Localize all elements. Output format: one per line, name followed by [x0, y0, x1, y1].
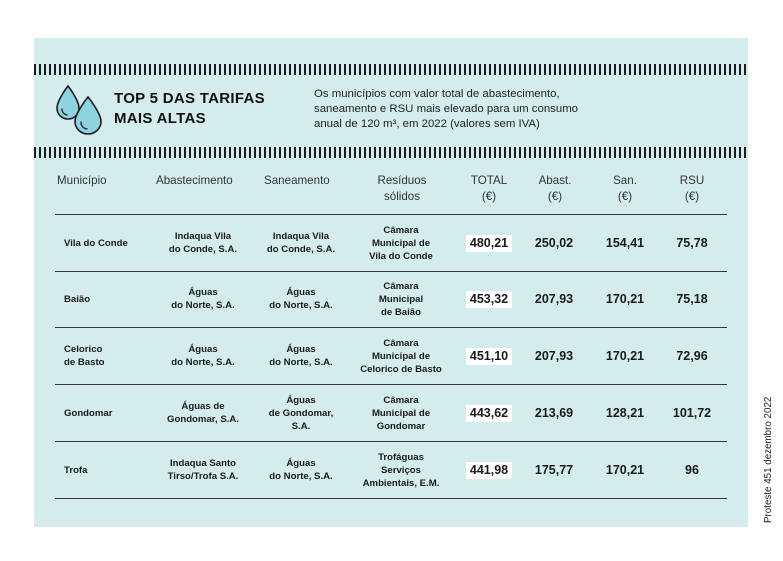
cell-abast: 250,02: [534, 235, 574, 250]
title-line: MAIS ALTAS: [114, 110, 206, 127]
cell-residuos: Trofáguas Serviços Ambientais, E.M.: [362, 451, 440, 489]
cell-san: 170,21: [605, 462, 645, 477]
subtitle: [314, 87, 624, 132]
cell-rsu: 75,18: [676, 291, 708, 306]
header-municipio: Município: [57, 174, 107, 187]
cell-residuos: Câmara Municipal de Celorico de Basto: [360, 337, 442, 375]
cell-abastecimento: Indaqua Santo Tirso/Trofa S.A.: [167, 458, 239, 482]
cell-rsu: 101,72: [672, 405, 712, 420]
cell-residuos: Câmara Municipal de Vila do Conde: [369, 224, 433, 262]
cell-abastecimento: Águas do Norte, S.A.: [171, 287, 235, 311]
cell-abastecimento: Indaqua Vila do Conde, S.A.: [168, 231, 238, 255]
cell-abastecimento: Águas de Gondomar, S.A.: [167, 401, 239, 425]
cell-total: 480,21: [461, 215, 517, 271]
cell-residuos: Câmara Municipal de Gondomar: [371, 394, 431, 432]
cell-saneamento: Águas de Gondomar, S.A.: [268, 394, 334, 432]
header-total: TOTAL (€): [470, 174, 508, 203]
header-saneamento: Saneamento: [264, 174, 330, 187]
cell-san: 170,21: [605, 348, 645, 363]
cell-residuos: Câmara Municipal de Baião: [378, 280, 424, 318]
cell-total: 441,98: [461, 442, 517, 498]
page-title: [114, 89, 265, 129]
cell-municipio: Trofa: [64, 464, 88, 476]
cell-san: 128,21: [605, 405, 645, 420]
cell-saneamento: Águas do Norte, S.A.: [269, 458, 333, 482]
cell-abast: 175,77: [534, 462, 574, 477]
dashed-divider-bottom: [34, 147, 748, 158]
title-line: TOP 5 DAS TARIFAS: [114, 90, 265, 107]
cell-abast: 213,69: [534, 405, 574, 420]
cell-municipio: Vila do Conde: [64, 237, 128, 249]
subtitle-line: Os municípios com valor total de abastecimento,: [314, 88, 560, 100]
cell-abast: 207,93: [534, 291, 574, 306]
cell-total: 453,32: [461, 271, 517, 327]
cell-rsu: 96: [685, 462, 699, 477]
cell-total: 443,62: [461, 385, 517, 441]
dashed-divider-top: [34, 64, 748, 75]
water-drops-icon: [54, 84, 104, 136]
header-abast: Abast. (€): [538, 174, 572, 203]
table-row: [55, 271, 727, 328]
cell-saneamento: Indaqua Vila do Conde, S.A.: [266, 231, 336, 255]
cell-abastecimento: Águas do Norte, S.A.: [171, 344, 235, 368]
cell-abast: 207,93: [534, 348, 574, 363]
header-san: San. (€): [613, 174, 637, 203]
header-abastecimento: Abastecimento: [156, 174, 233, 187]
cell-san: 170,21: [605, 291, 645, 306]
table-row: [55, 442, 727, 499]
table-row: [55, 328, 727, 385]
source-note: Proteste 451 dezembro 2022: [763, 396, 774, 523]
header-rsu: RSU (€): [679, 174, 705, 203]
cell-saneamento: Águas do Norte, S.A.: [269, 344, 333, 368]
cell-municipio: Gondomar: [64, 407, 113, 419]
cell-total: 451,10: [461, 328, 517, 384]
cell-saneamento: Águas do Norte, S.A.: [269, 287, 333, 311]
subtitle-line: saneamento e RSU mais elevado para um consumo: [314, 103, 579, 115]
cell-rsu: 72,96: [676, 348, 708, 363]
subtitle-line: anual de 120 m³, em 2022 (valores sem IVA): [314, 118, 540, 130]
cell-san: 154,41: [605, 235, 645, 250]
table-row: [55, 214, 727, 272]
header-residuos: Resíduos sólidos: [377, 174, 427, 203]
table-row: [55, 385, 727, 442]
cell-rsu: 75,78: [676, 235, 708, 250]
cell-municipio: Celorico de Basto: [64, 344, 105, 368]
cell-municipio: Baião: [64, 293, 91, 305]
